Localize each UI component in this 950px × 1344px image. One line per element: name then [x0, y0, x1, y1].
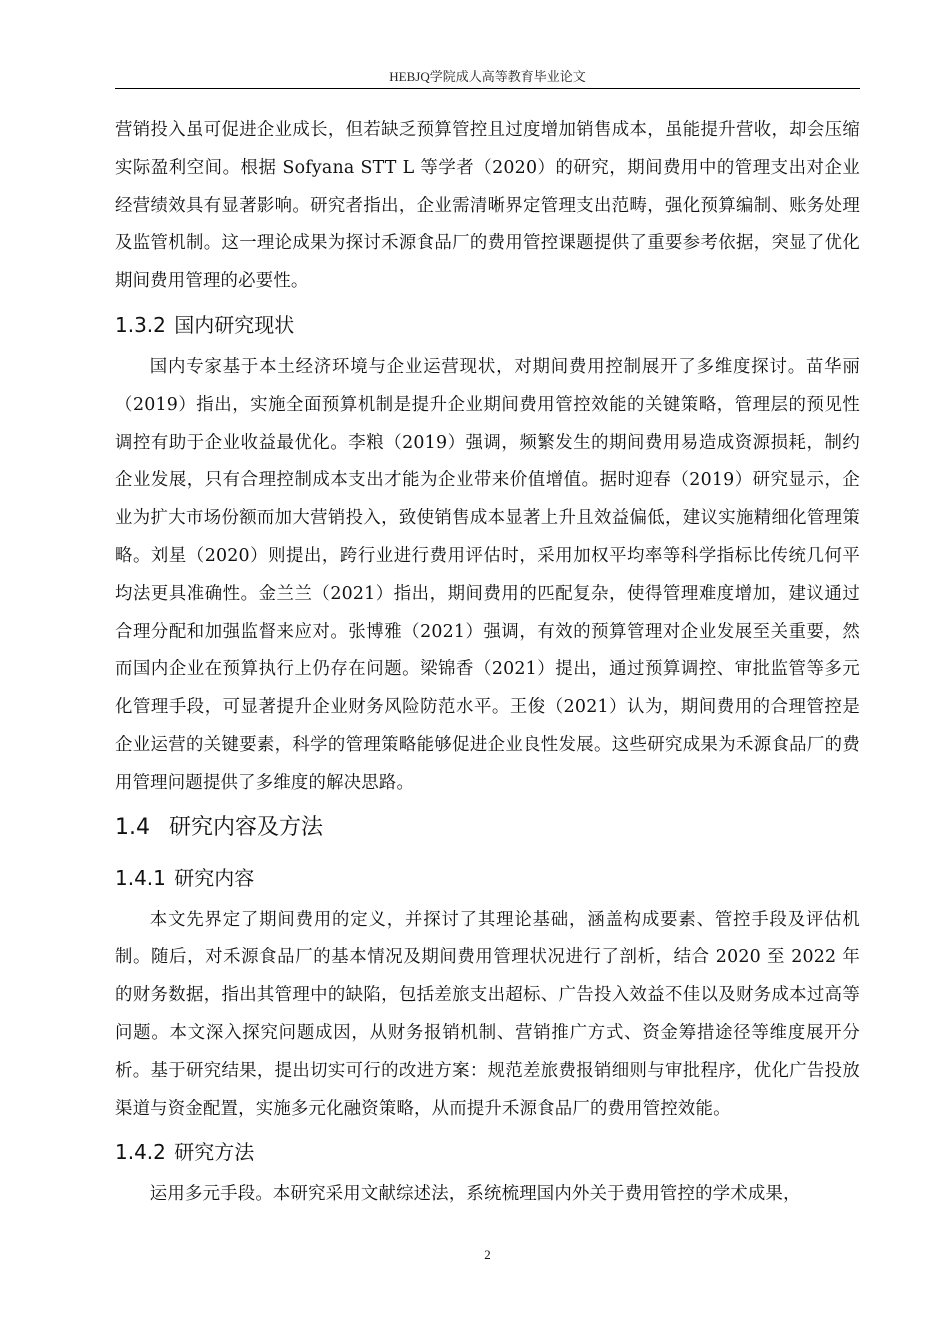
paragraph-research-method: 运用多元手段。本研究采用文献综述法，系统梳理国内外关于费用管控的学术成果， — [149, 1184, 801, 1205]
section-heading-1-4 — [115, 803, 860, 854]
section-title: 国内研究现状 — [174, 312, 295, 337]
section-title: 研究内容 — [174, 865, 255, 890]
section-heading-1-3-2 — [115, 301, 860, 349]
page-number: 2 — [484, 1247, 491, 1262]
paragraph-intro-continued: 营销投入虽可促进企业成长，但若缺乏预算管控且过度增加销售成本，虽能提升营收，却会压缩实际盈利空间。根据 Sofyana STT L 等学者（2020）的研究，期间费用中的管理支出对企业经营绩效具有显著影响。研究者指出，企业需清晰界定管理支出范畴，强化预算编制、账务处理及监管机制。这一理论成果为探讨禾源食品厂的费用管控课题提供了重要参考依据，突显了优化期间费用管理的必要性。 — [115, 120, 860, 292]
paragraph-domestic-research: 国内专家基于本土经济环境与企业运营现状，对期间费用控制展开了多维度探讨。苗华丽（2019）指出，实施全面预算机制是提升企业期间费用管控效能的关键策略，管理层的预见性调控有助于企业收益最优化。李粮（2019）强调，频繁发生的期间费用易造成资源损耗，制约企业发展，只有合理控制成本支出才能为企业带来价值增值。据时迎春（2019）研究显示，企业为扩大市场份额而加大营销投入，致使销售成本显著上升且效益偏低，建议实施精细化管理策略。刘星（2020）则提出，跨行业进行费用评估时，采用加权平均率等科学指标比传统几何平均法更具准确性。金兰兰（2021）指出，期间费用的匹配复杂，使得管理难度增加，建议通过合理分配和加强监督来应对。张博雅（2021）强调，有效的预算管理对企业发展至关重要，然而国内企业在预算执行上仍存在问题。梁锦香（2021）提出，通过预算调控、审批监管等多元化管理手段，可显著提升企业财务风险防范水平。王俊（2021）认为，期间费用的合理管控是企业运营的关键要素，科学的管理策略能够促进企业良性发展。这些研究成果为禾源食品厂的费用管理问题提供了多维度的解决思路。 — [115, 356, 860, 793]
section-number: 1.4.2 — [115, 1140, 166, 1165]
running-header: HEBJQ学院成人高等教育毕业论文 — [389, 69, 586, 84]
section-title: 研究内容及方法 — [169, 814, 324, 840]
section-number: 1.3.2 — [115, 312, 166, 337]
section-heading-1-4-1 — [115, 854, 860, 902]
section-heading-1-4-2 — [115, 1128, 860, 1176]
paragraph-research-content: 本文先界定了期间费用的定义，并探讨了其理论基础，涵盖构成要素、管控手段及评估机制。随后，对禾源食品厂的基本情况及期间费用管理状况进行了剖析，结合 2020 至 2022 年的财务数据，指出其管理中的缺陷，包括差旅支出超标、广告投入效益不佳以及财务成本过高等问题。本文深入探究问题成因，从财务报销机制、营销推广方式、资金筹措途径等维度展开分析。基于研究结果，提出切实可行的改进方案：规范差旅费报销细则与审批程序，优化广告投放渠道与资金配置，实施多元化融资策略，从而提升禾源食品厂的费用管控效能。 — [115, 909, 860, 1119]
header-divider — [115, 88, 860, 89]
section-number: 1.4 — [115, 814, 150, 840]
section-number: 1.4.1 — [115, 865, 166, 890]
page-body — [115, 112, 860, 1214]
section-title: 研究方法 — [174, 1140, 255, 1165]
